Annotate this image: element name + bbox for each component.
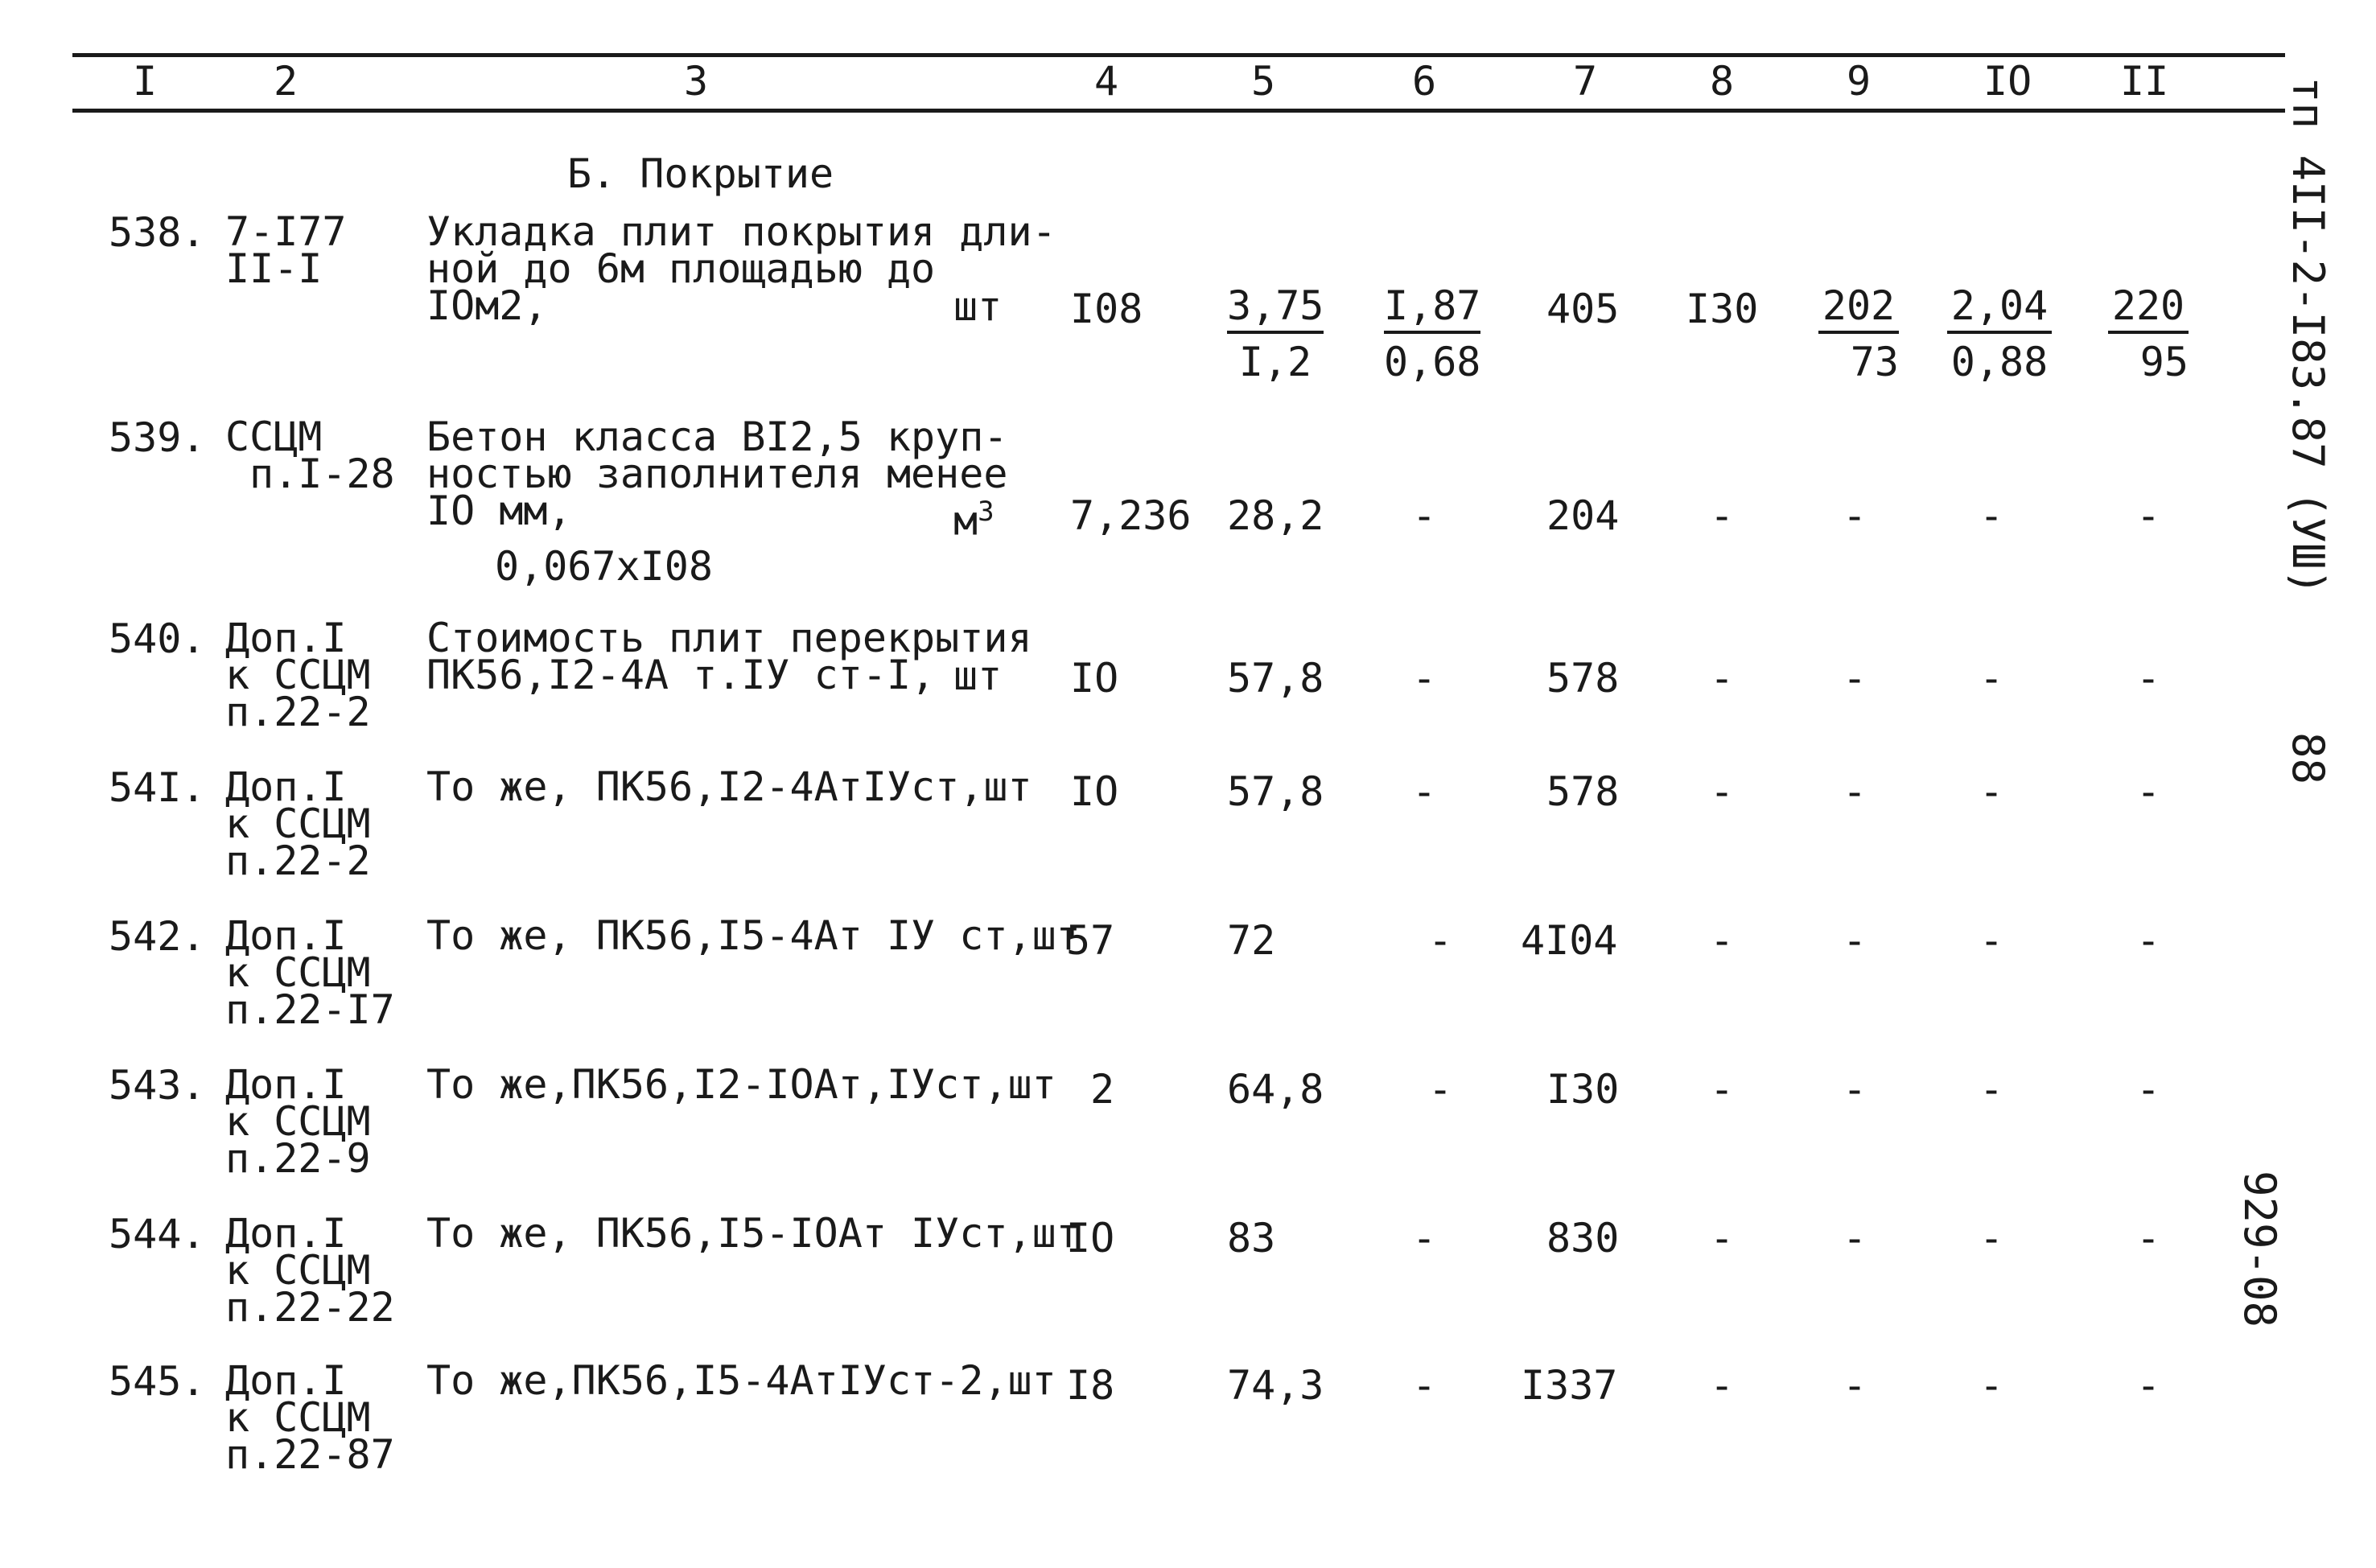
row-code: Доп.I к ССЦМ п.22-2 xyxy=(225,763,371,884)
cell-c4: I08 xyxy=(1070,286,1143,332)
col-header-1: I xyxy=(133,58,158,105)
cell-c4: 2 xyxy=(1090,1066,1115,1113)
cell-c5: 28,2 xyxy=(1227,492,1324,539)
cell-c8: I30 xyxy=(1686,286,1759,332)
cell-c7: 578 xyxy=(1546,768,1620,815)
cell-c5-fraction: $\frac{3,75}{I,2}$ xyxy=(1227,282,1324,385)
col-header-7: 7 xyxy=(1573,58,1598,105)
section-title: Б. Покрытие xyxy=(567,150,834,197)
col-header-11: II xyxy=(2120,58,2169,105)
cell-c4: IO xyxy=(1070,768,1119,815)
cell-c5: 83 xyxy=(1227,1215,1276,1261)
margin-volume: (УШ) xyxy=(2283,491,2333,596)
cell-c10: - xyxy=(1979,917,2004,964)
cell-c7: 830 xyxy=(1546,1215,1620,1261)
cell-c9: - xyxy=(1843,1362,1867,1409)
cell-c4: 57 xyxy=(1066,917,1115,964)
row-description: То же,ПК56,I5-4АтIУст-2,шт xyxy=(426,1357,1056,1404)
row-number: 538. xyxy=(109,209,206,256)
row-code: 7-I77 II-I xyxy=(225,208,347,292)
row-unit: шт xyxy=(953,283,1003,330)
row-unit: $м^3$ xyxy=(953,496,994,545)
cell-c11: - xyxy=(2136,768,2161,815)
cell-c4: 7,236 xyxy=(1070,492,1192,539)
row-calculation: 0,067xI08 xyxy=(495,543,713,590)
col-header-9: 9 xyxy=(1847,58,1872,105)
row-number: 543. xyxy=(109,1062,206,1109)
cell-c5: 57,8 xyxy=(1227,655,1324,702)
row-description: Укладка плит покрытия дли- ной до 6м площадью до IOм2, xyxy=(426,208,1056,329)
cell-c11: - xyxy=(2136,1215,2161,1261)
cell-c9: - xyxy=(1843,1215,1867,1261)
cell-c10: - xyxy=(1979,1066,2004,1113)
col-header-3: 3 xyxy=(684,58,709,105)
cell-c5: 57,8 xyxy=(1227,768,1324,815)
cell-c8: - xyxy=(1710,492,1735,539)
cell-c7: I30 xyxy=(1546,1066,1620,1113)
cell-c5: 64,8 xyxy=(1227,1066,1324,1113)
header-bottom-rule xyxy=(72,109,2285,113)
cell-c9-fraction: $\frac{202}{73}$ xyxy=(1818,286,1899,382)
col-header-8: 8 xyxy=(1710,58,1735,105)
row-code: ССЦМ п.I-28 xyxy=(225,414,395,497)
cell-c10: - xyxy=(1979,655,2004,702)
cell-c6: - xyxy=(1412,1215,1437,1261)
row-number: 54I. xyxy=(109,764,206,811)
cell-c6: - xyxy=(1428,1066,1453,1113)
cell-c11: - xyxy=(2136,655,2161,702)
row-code: Доп.I к ССЦМ п.22-2 xyxy=(225,615,371,735)
row-description: Бетон класса BI2,5 круп- ностью заполнителя менее IO мм, xyxy=(426,414,1008,534)
cell-c6: - xyxy=(1412,768,1437,815)
cell-c10-fraction: $\frac{2,04}{0,88}$ xyxy=(1947,286,2052,382)
margin-sheet-code: 929-08 xyxy=(2234,1171,2285,1328)
cell-c4: IO xyxy=(1066,1215,1115,1261)
cell-c6: - xyxy=(1412,492,1437,539)
cell-c7: 578 xyxy=(1546,655,1620,702)
cell-c8: - xyxy=(1710,1066,1735,1113)
cell-c7: 4I04 xyxy=(1521,917,1618,964)
cell-c10: - xyxy=(1979,768,2004,815)
margin-doc-code: тп 4II-2-I83.87 xyxy=(2283,76,2333,469)
row-description: То же, ПК56,I5-IOАт IУст,шт xyxy=(426,1210,1081,1257)
cell-c9: - xyxy=(1843,917,1867,964)
row-description: То же, ПК56,I5-4Ат IУ ст,шт xyxy=(426,912,1081,959)
cell-c9: - xyxy=(1843,1066,1867,1113)
cell-c9: - xyxy=(1843,768,1867,815)
cell-c9: - xyxy=(1843,492,1867,539)
col-header-4: 4 xyxy=(1094,58,1119,105)
cell-c6-fraction: $\frac{I,87}{0,68}$ xyxy=(1384,282,1481,385)
col-header-5: 5 xyxy=(1251,58,1276,105)
row-description: Стоимость плит перекрытия ПК56,I2-4А т.IУ ст-I, xyxy=(426,615,1032,698)
cell-c4: IO xyxy=(1070,655,1119,702)
cell-c8: - xyxy=(1710,917,1735,964)
margin-page-number: 88 xyxy=(2283,732,2333,785)
cell-c8: - xyxy=(1710,655,1735,702)
cell-c11: - xyxy=(2136,1066,2161,1113)
cell-c10: - xyxy=(1979,492,2004,539)
row-description: То же,ПК56,I2-IOАт,IУст,шт xyxy=(426,1061,1056,1108)
row-number: 545. xyxy=(109,1358,206,1405)
row-number: 544. xyxy=(109,1211,206,1257)
row-code: Доп.I к ССЦМ п.22-22 xyxy=(225,1210,395,1331)
cell-c10: - xyxy=(1979,1362,2004,1409)
row-unit: шт xyxy=(953,652,1003,699)
col-header-10: IO xyxy=(1983,58,2032,105)
cell-c8: - xyxy=(1710,768,1735,815)
col-header-6: 6 xyxy=(1412,58,1437,105)
cell-c5: 72 xyxy=(1227,917,1276,964)
row-description: То же, ПК56,I2-4АтIУст,шт xyxy=(426,763,1032,810)
cell-c7: I337 xyxy=(1521,1362,1618,1409)
cell-c11: - xyxy=(2136,917,2161,964)
cell-c11-fraction: $\frac{220}{95}$ xyxy=(2108,286,2189,382)
cell-c4: I8 xyxy=(1066,1362,1115,1409)
cell-c6: - xyxy=(1428,917,1453,964)
cell-c8: - xyxy=(1710,1362,1735,1409)
cell-c6: - xyxy=(1412,655,1437,702)
row-code: Доп.I к ССЦМ п.22-I7 xyxy=(225,912,395,1033)
row-code: Доп.I к ССЦМ п.22-9 xyxy=(225,1061,371,1182)
cell-c7: 405 xyxy=(1546,286,1620,332)
row-number: 540. xyxy=(109,615,206,662)
cell-c8: - xyxy=(1710,1215,1735,1261)
cell-c11: - xyxy=(2136,1362,2161,1409)
cell-c6: - xyxy=(1412,1362,1437,1409)
col-header-2: 2 xyxy=(274,58,299,105)
row-number: 542. xyxy=(109,913,206,960)
cell-c7: 204 xyxy=(1546,492,1620,539)
row-code: Доп.I к ССЦМ п.22-87 xyxy=(225,1357,395,1478)
row-number: 539. xyxy=(109,414,206,461)
cell-c11: - xyxy=(2136,492,2161,539)
cell-c5: 74,3 xyxy=(1227,1362,1324,1409)
cell-c9: - xyxy=(1843,655,1867,702)
cell-c10: - xyxy=(1979,1215,2004,1261)
header-top-rule xyxy=(72,53,2285,57)
